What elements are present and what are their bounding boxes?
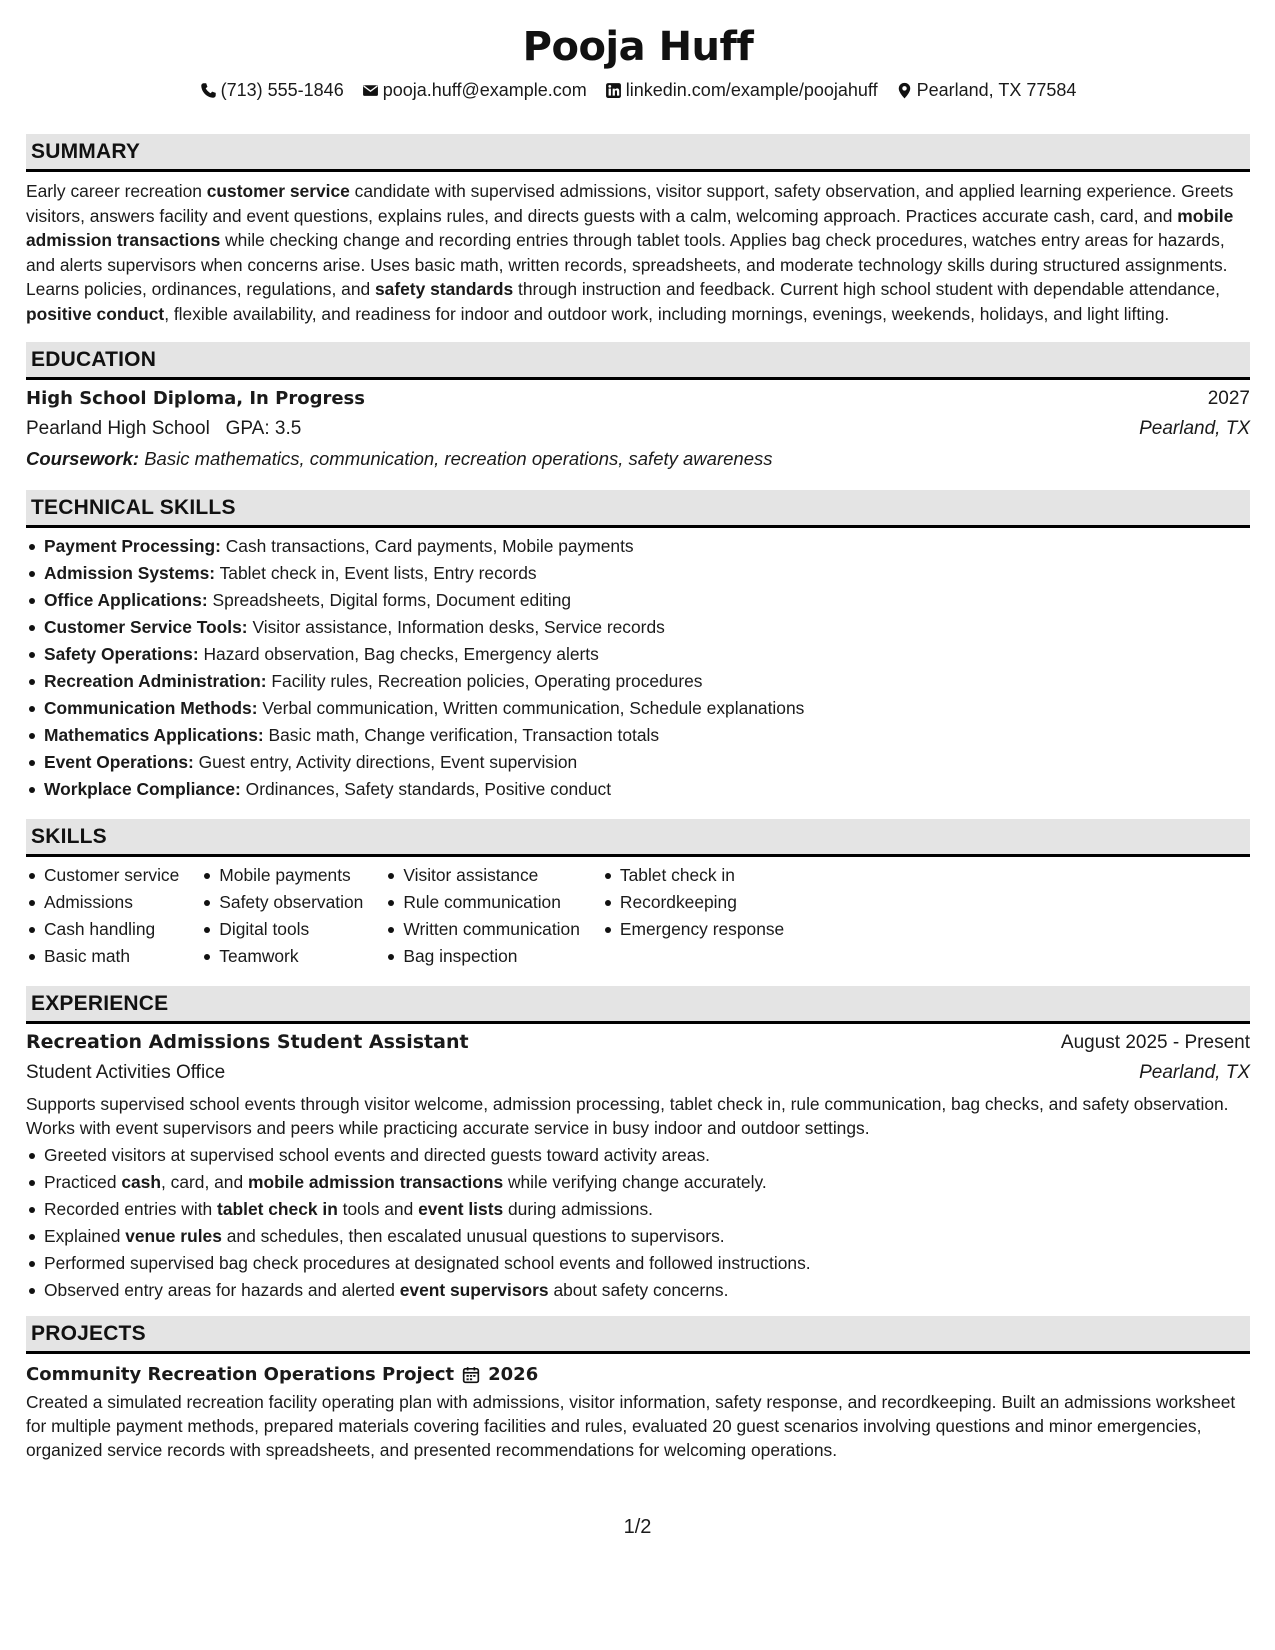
technical-skill-item [26,749,1250,776]
project-title: Community Recreation Operations Project [26,1364,455,1385]
section-title: EDUCATION [31,347,157,371]
text-run: Practiced [44,1172,122,1192]
project-year: 2026 [488,1364,539,1385]
coursework-text: Basic mathematics, communication, recreation operations, safety awareness [144,448,773,469]
map-pin-icon [896,82,913,99]
bold-keyword: customer service [206,181,350,201]
section-title: SKILLS [31,824,107,848]
linkedin-icon [605,82,622,99]
section-header-experience [26,986,1250,1024]
job-description: Supports supervised school events through visitor welcome, admission processing, tablet check in, rule communication, bag checks, and safety observation. Works with event supervisors and peers while practicing accurate service in busy indoor and outdoor settings. [26,1094,1229,1138]
gpa: GPA: 3.5 [225,418,302,439]
text-run: Observed entry areas for hazards and alerted [44,1280,400,1300]
skill-values: Hazard observation, Bag checks, Emergency alerts [203,644,599,664]
technical-skill-item [26,587,1250,614]
skill-item: Visitor assistance [385,862,580,889]
text-run: during admissions. [503,1199,653,1219]
skills-column [602,862,784,970]
bold-keyword: event lists [418,1199,504,1219]
location-text: Pearland, TX 77584 [916,80,1077,100]
skill-item: Written communication [385,916,580,943]
text-run: , card, and [160,1172,248,1192]
technical-skill-item [26,533,1250,560]
coursework-line [26,444,1250,474]
phone-icon [200,82,217,99]
text-run: while verifying change accurately. [503,1172,767,1192]
skill-item: Teamwork [201,943,363,970]
bold-keyword: cash [121,1172,161,1192]
education-section [26,342,1250,474]
skill-item: Cash handling [26,916,179,943]
skill-values: Verbal communication, Written communication, Schedule explanations [262,698,805,718]
bold-keyword: safety standards [375,279,514,299]
skill-category: Payment Processing: [44,536,221,556]
text-run: while checking change and recording entries through tablet tools. Applies bag check procedures, watches entry areas for hazards, and alerts supervisors when concerns arise. Uses basic math, written records, spreadsheets, and moderate technology skills during structured assignments. Learns policies, ordinances, regulations, and [26,230,1228,299]
school-name: Pearland High School [26,418,210,439]
contact-email[interactable] [362,78,587,102]
contact-phone [200,78,344,102]
text-run: Greeted visitors at supervised school events and directed guests toward activity areas. [44,1145,711,1165]
school-location: Pearland, TX [1139,418,1250,439]
job-dates: August 2025 - Present [1060,1032,1250,1053]
skill-category: Customer Service Tools: [44,617,248,637]
skill-item: Bag inspection [385,943,580,970]
page-number: 1/2 [623,1516,652,1538]
envelope-icon [362,82,379,99]
technical-skills-section [26,490,1250,803]
project-title-row [26,1360,1250,1390]
section-title: TECHNICAL SKILLS [31,495,236,519]
section-header-skills [26,819,1250,857]
section-title: SUMMARY [31,139,141,163]
skill-values: Facility rules, Recreation policies, Operating procedures [271,671,703,691]
phone-text: (713) 555-1846 [220,80,344,100]
skill-item: Admissions [26,889,179,916]
skill-values: Cash transactions, Card payments, Mobile payments [225,536,634,556]
skill-item: Tablet check in [602,862,784,889]
calendar-icon [462,1366,480,1384]
project-description: Created a simulated recreation facility operating plan with admissions, visitor information, safety response, and recordkeeping. Built an admissions worksheet for multiple payment methods, prepared materials covering facilities and rules, evaluated 20 guest scenarios involving questions and minor emergencies, organized service records with spreadsheets, and presented recommendations for welcoming operations. [26,1392,1236,1460]
skill-values: Ordinances, Safety standards, Positive conduct [245,779,612,799]
section-header-projects [26,1316,1250,1354]
skill-category: Safety Operations: [44,644,199,664]
text-run: , flexible availability, and readiness for indoor and outdoor work, including mornings, evenings, weekends, holidays, and light lifting. [164,303,1170,324]
bold-keyword: mobile admission transactions [26,205,1234,250]
skill-item: Basic math [26,943,179,970]
coursework-label: Coursework: [26,448,140,469]
summary-section [26,134,1250,326]
skill-item: Digital tools [201,916,363,943]
text-run: Performed supervised bag check procedures at designated school events and followed instructions. [44,1253,811,1273]
school-line [26,414,301,444]
experience-bullets [26,1142,1250,1304]
skill-item: Recordkeeping [602,889,784,916]
bold-keyword: mobile admission transactions [247,1172,504,1192]
job-organization: Student Activities Office [26,1062,226,1083]
contact-location [896,78,1077,102]
skill-category: Mathematics Applications: [44,725,264,745]
skill-category: Admission Systems: [44,563,216,583]
section-title: EXPERIENCE [31,991,169,1015]
candidate-name: Pooja Huff [522,24,754,70]
text-run: Recorded entries with [44,1199,218,1219]
summary-text [26,179,1250,326]
technical-skill-item [26,776,1250,803]
skill-item: Rule communication [385,889,580,916]
text-run: through instruction and feedback. Current high school student with dependable attendance, [513,279,1220,299]
skill-values: Spreadsheets, Digital forms, Document editing [212,590,572,610]
skill-values: Tablet check in, Event lists, Entry records [219,563,537,583]
technical-skill-item [26,668,1250,695]
experience-bullet [26,1142,1250,1169]
skill-values: Guest entry, Activity directions, Event supervision [198,752,578,772]
graduation-year: 2027 [1207,388,1250,409]
job-location: Pearland, TX [1139,1062,1250,1083]
bold-keyword: tablet check in [217,1199,338,1219]
bold-keyword: positive conduct [26,303,165,324]
technical-skill-item [26,695,1250,722]
skill-values: Visitor assistance, Information desks, Service records [252,617,665,637]
skill-category: Event Operations: [44,752,194,772]
technical-skill-item [26,614,1250,641]
skills-column [26,862,179,970]
skills-column [385,862,580,970]
skill-item: Safety observation [201,889,363,916]
text-run: about safety concerns. [548,1280,729,1300]
job-title: Recreation Admissions Student Assistant [26,1031,469,1053]
skill-category: Communication Methods: [44,698,258,718]
skills-grid [26,862,1250,970]
text-run: and schedules, then escalated unusual questions to supervisors. [221,1226,725,1246]
contact-linkedin[interactable] [605,78,878,102]
skill-item: Mobile payments [201,862,363,889]
experience-bullet [26,1223,1250,1250]
skill-category: Workplace Compliance: [44,779,241,799]
skill-category: Office Applications: [44,590,208,610]
experience-bullet [26,1169,1250,1196]
text-run: Early career recreation [26,181,207,201]
text-run: tools and [337,1199,419,1219]
resume-page [26,22,1250,1462]
text-run: Explained [44,1226,126,1246]
technical-skills-list [26,533,1250,803]
technical-skill-item [26,722,1250,749]
email-text: pooja.huff@example.com [382,80,587,100]
experience-bullet [26,1196,1250,1223]
technical-skill-item [26,560,1250,587]
skills-section [26,819,1250,970]
skill-values: Basic math, Change verification, Transaction totals [268,725,660,745]
skill-item: Emergency response [602,916,784,943]
experience-section [26,986,1250,1304]
projects-section [26,1316,1250,1462]
skill-category: Recreation Administration: [44,671,267,691]
section-header-education [26,342,1250,380]
contact-bar [26,78,1250,102]
text-run: candidate with supervised admissions, visitor support, safety observation, and applied learning experience. Greets visitors, answers facility and event questions, explains rules, and directs guests with a calm, welcoming approach. Practices accurate cash, card, and [26,181,1234,226]
bold-keyword: venue rules [125,1226,222,1246]
experience-bullet [26,1277,1250,1304]
section-header-summary [26,134,1250,172]
skills-column [201,862,363,970]
degree-title: High School Diploma, In Progress [26,388,365,409]
experience-bullet [26,1250,1250,1277]
technical-skill-item [26,641,1250,668]
bold-keyword: event supervisors [399,1280,549,1300]
section-title: PROJECTS [31,1321,146,1345]
section-header-technical-skills [26,490,1250,528]
skill-item: Customer service [26,862,179,889]
linkedin-text: linkedin.com/example/poojahuff [625,80,878,100]
